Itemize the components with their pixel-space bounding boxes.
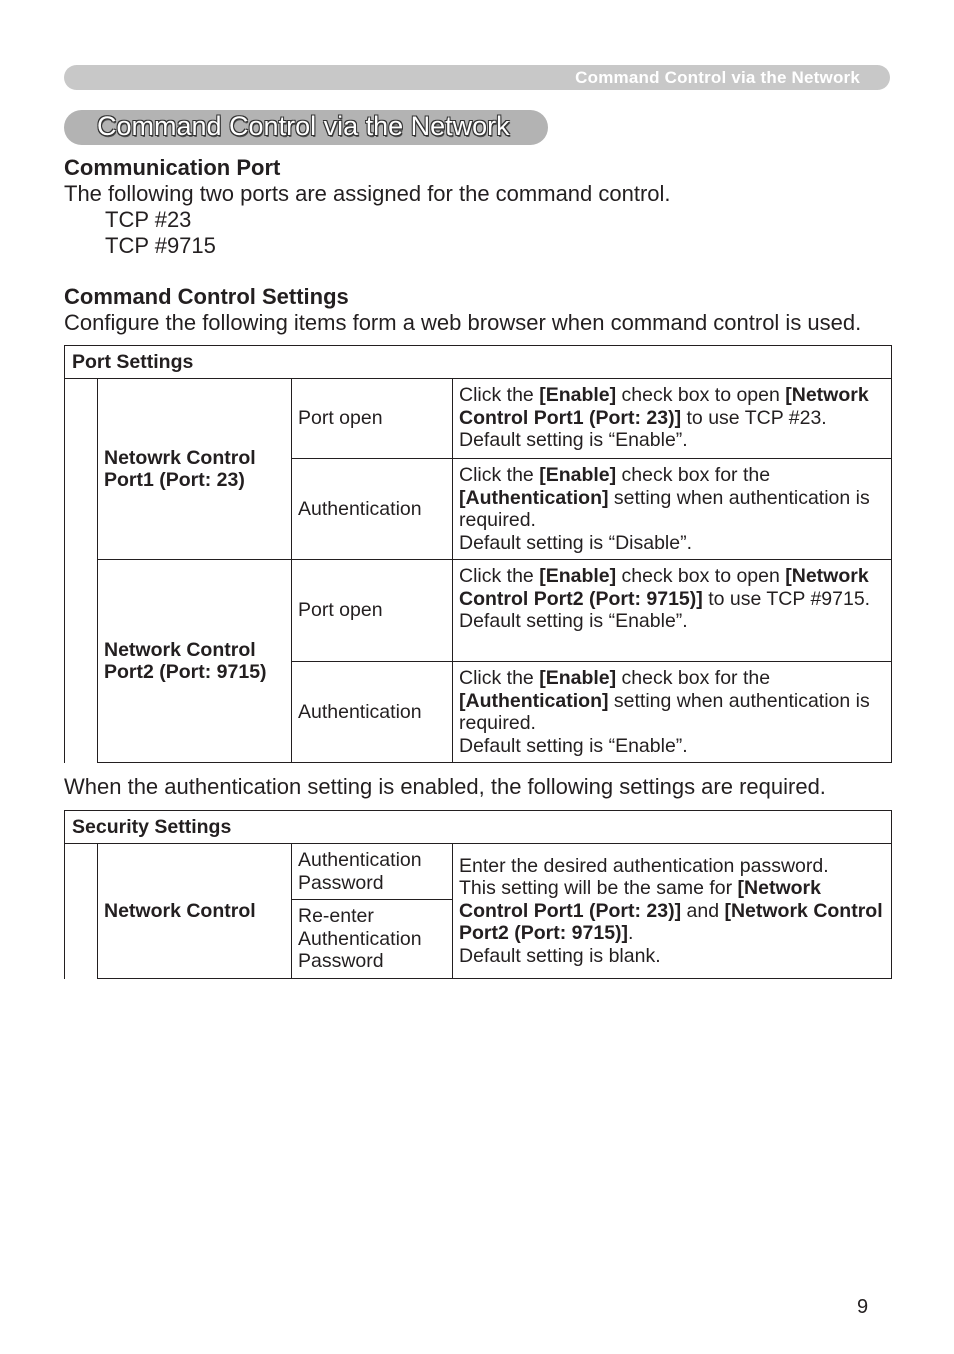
reenter-password-item: Re-enter Authentication Password <box>292 900 453 979</box>
communication-port-intro: The following two ports are assigned for the command control. <box>64 181 671 206</box>
port2-group-label: Network Control Port2 (Port: 9715) <box>98 560 292 763</box>
auth-note: When the authentication setting is enabled, the following settings are required. <box>64 774 826 799</box>
security-settings-table <box>64 810 892 979</box>
port2-auth-item: Authentication <box>292 662 453 763</box>
security-description: Enter the desired authentication password. This setting will be the same for [Network Control Port1 (Port: 23)] and [Network Control Port2 (Port: 9715)]. Default setting is blank. <box>453 844 892 979</box>
section-title: Command Control via the Network <box>97 111 510 141</box>
running-header-title: Command Control via the Network <box>575 68 860 87</box>
section-title-banner <box>64 110 548 145</box>
port-settings-table <box>64 345 892 763</box>
indent-cell <box>65 379 98 763</box>
security-settings-header: Security Settings <box>65 811 892 844</box>
command-control-heading: Command Control Settings <box>64 284 349 309</box>
port1-open-item: Port open <box>292 379 453 459</box>
communication-port-heading: Communication Port <box>64 155 281 180</box>
command-control-intro: Configure the following items form a web browser when command control is used. <box>64 310 862 335</box>
running-header <box>64 65 890 90</box>
port1-group-label: Netowrk Control Port1 (Port: 23) <box>98 379 292 560</box>
port1-auth-item: Authentication <box>292 459 453 560</box>
page-number: 9 <box>857 1296 869 1318</box>
auth-password-item: Authentication Password <box>292 844 453 900</box>
port2-auth-description: Click the [Enable] check box for the [Authentication] setting when authentication is required. Default setting is “Enable”. <box>453 662 892 763</box>
port1-auth-description: Click the [Enable] check box for the [Authentication] setting when authentication is required. Default setting is “Disable”. <box>453 459 892 560</box>
port2-open-item: Port open <box>292 560 453 662</box>
indent-cell <box>65 844 98 979</box>
port-item-1: TCP #23 <box>105 207 192 232</box>
port1-open-description: Click the [Enable] check box to open [Network Control Port1 (Port: 23)] to use TCP #23. Default setting is “Enable”. <box>453 379 892 459</box>
port-item-2: TCP #9715 <box>105 233 216 258</box>
security-group-label: Network Control <box>98 844 292 979</box>
port2-open-description: Click the [Enable] check box to open [Network Control Port2 (Port: 9715)] to use TCP #9715. Default setting is “Enable”. <box>453 560 892 662</box>
port-settings-header: Port Settings <box>65 346 892 379</box>
